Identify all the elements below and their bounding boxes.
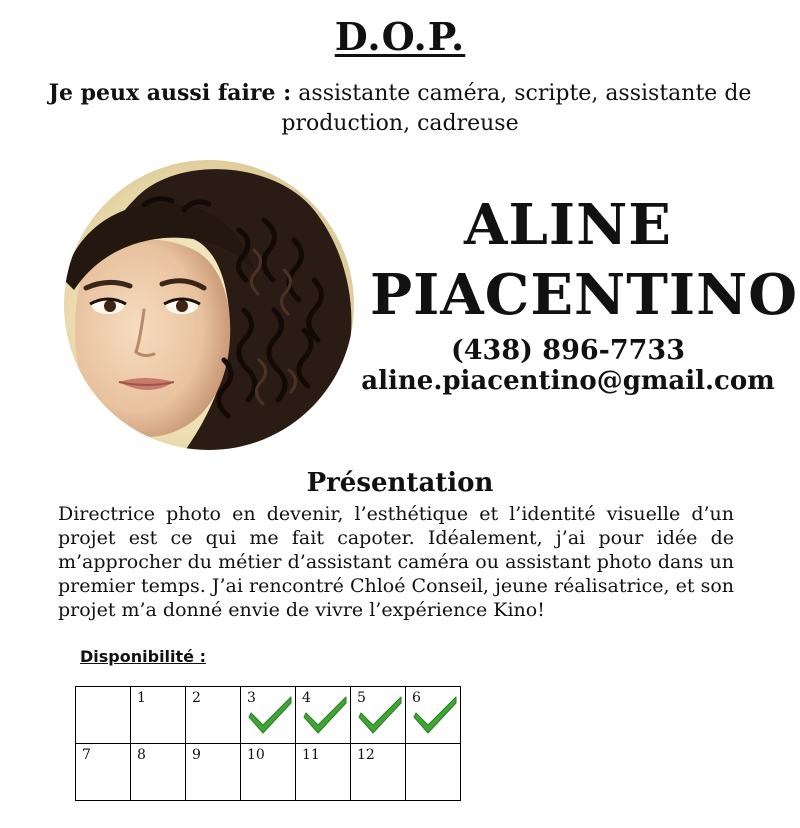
calendar-day-number: 10 bbox=[247, 747, 265, 763]
checkmark-icon bbox=[245, 689, 295, 735]
presentation-text: Directrice photo en devenir, l’esthétique et l’identité visuelle d’un projet est ce qui me fait capoter. Idéalement, j’ai pour idée de m’approcher du métier d’assistant caméra ou assistant photo dans un premier temps. J’ai rencontré Chloé Conseil, jeune réalisatrice, et son projet m’a donné envie de vivre l’expérience Kino! bbox=[58, 503, 734, 621]
also-text: assistante caméra, scripte, assistante de production, cadreuse bbox=[281, 81, 752, 136]
name-first: ALINE bbox=[464, 192, 672, 258]
calendar-day-number: 5 bbox=[357, 690, 366, 706]
also-label: Je peux aussi faire : bbox=[48, 80, 292, 106]
calendar-day-number: 6 bbox=[412, 690, 421, 706]
calendar-cell bbox=[186, 744, 241, 801]
calendar-row bbox=[76, 744, 461, 801]
checkmark-icon bbox=[410, 689, 460, 735]
calendar-cell bbox=[241, 744, 296, 801]
checkmark-icon bbox=[300, 689, 350, 735]
calendar-day-number: 4 bbox=[302, 690, 311, 706]
availability-calendar bbox=[75, 686, 461, 801]
profile-photo bbox=[64, 160, 354, 450]
calendar-cell bbox=[406, 687, 461, 744]
calendar-cell bbox=[351, 687, 406, 744]
calendar-cell bbox=[186, 687, 241, 744]
name-last: PIACENTINO bbox=[370, 262, 799, 328]
presentation-heading: Présentation bbox=[306, 468, 494, 498]
calendar-day-number: 1 bbox=[137, 690, 146, 706]
calendar-cell bbox=[296, 687, 351, 744]
calendar-day-number: 9 bbox=[192, 747, 201, 763]
calendar-cell bbox=[296, 744, 351, 801]
phone-number: (438) 896-7733 bbox=[450, 335, 686, 366]
page-title: D.O.P. bbox=[334, 14, 466, 59]
calendar-day-number: 8 bbox=[137, 747, 146, 763]
calendar-day-number: 11 bbox=[302, 747, 320, 763]
calendar-day-number: 2 bbox=[192, 690, 201, 706]
email-address: aline.piacentino@gmail.com bbox=[361, 366, 775, 396]
calendar-day-number: 12 bbox=[357, 747, 375, 763]
calendar-cell bbox=[131, 687, 186, 744]
calendar-row bbox=[76, 687, 461, 744]
also-can-do bbox=[40, 78, 760, 139]
calendar-cell bbox=[406, 744, 461, 801]
calendar-cell bbox=[76, 687, 131, 744]
calendar-cell bbox=[76, 744, 131, 801]
person-name bbox=[370, 190, 799, 330]
calendar-cell bbox=[351, 744, 406, 801]
calendar-day-number: 3 bbox=[247, 690, 256, 706]
availability-label: Disponibilité : bbox=[80, 647, 206, 666]
portrait-illustration bbox=[64, 160, 354, 450]
checkmark-icon bbox=[355, 689, 405, 735]
calendar-day-number: 7 bbox=[82, 747, 91, 763]
calendar-cell bbox=[131, 744, 186, 801]
calendar-cell bbox=[241, 687, 296, 744]
